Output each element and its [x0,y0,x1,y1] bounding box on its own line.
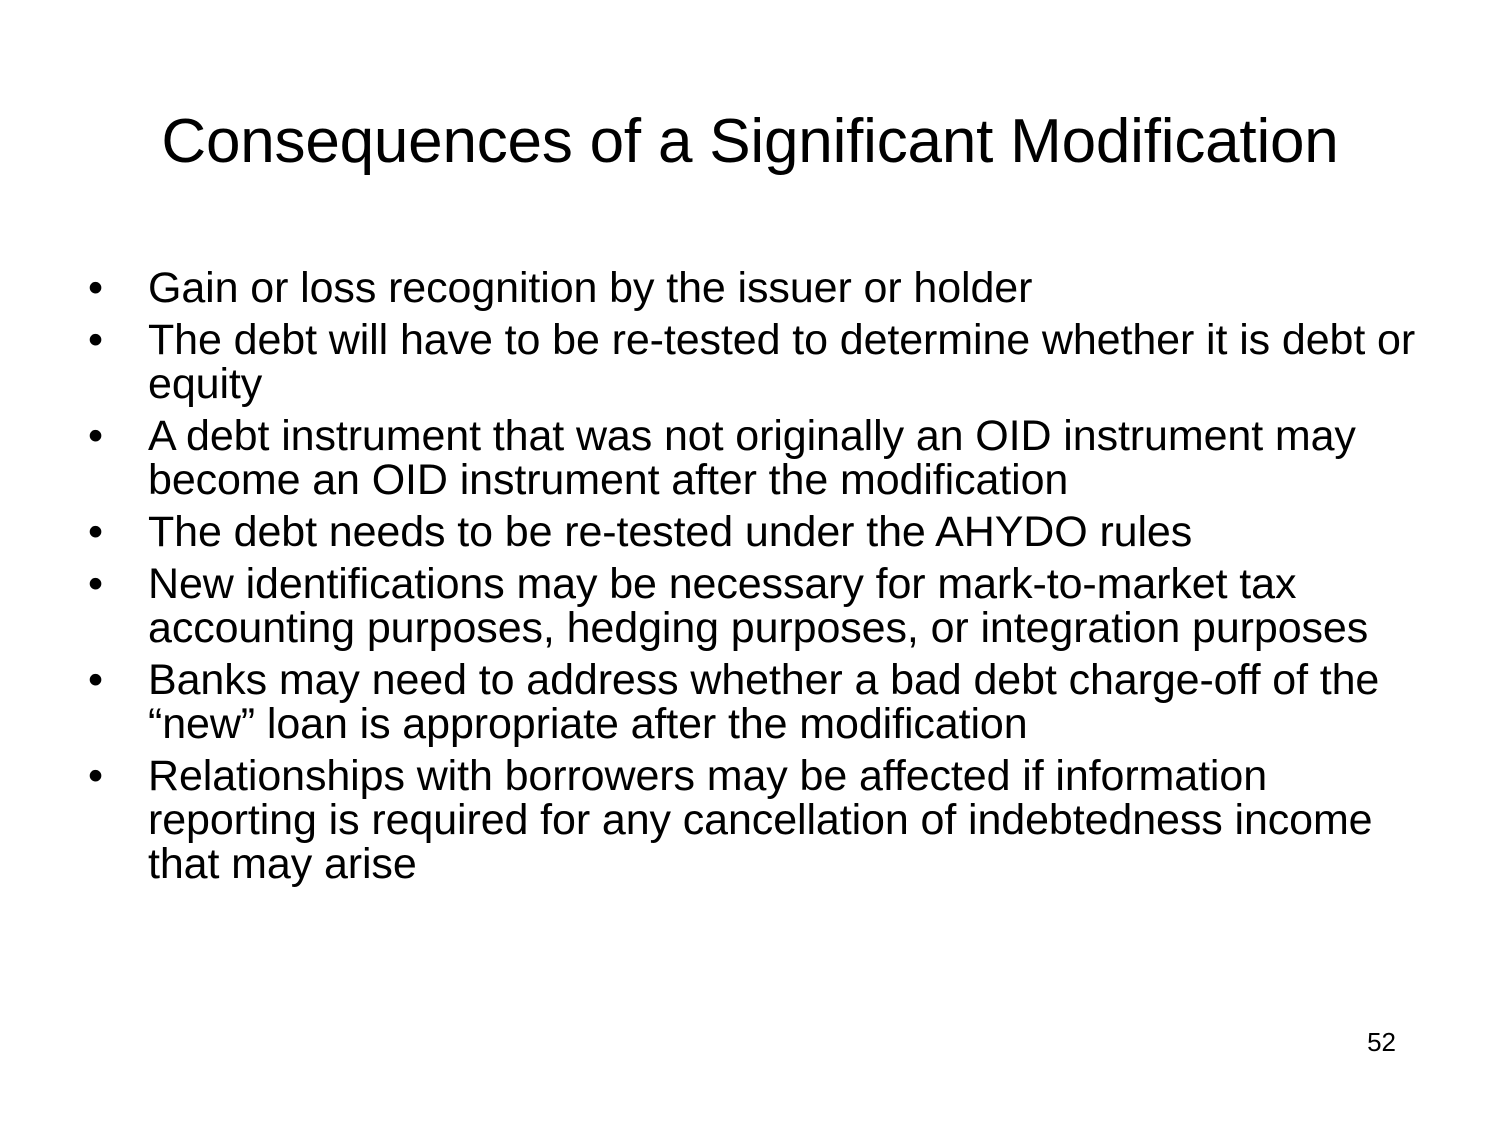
bullet-text: The debt will have to be re-tested to determine whether it is debt or equity [148,316,1416,408]
bullet-item [88,266,1428,310]
bullet-icon: • [88,316,103,364]
bullet-item [88,754,1428,886]
bullet-item [88,510,1428,554]
bullet-text: Gain or loss recognition by the issuer or holder [148,264,1033,312]
page-number: 52 [1367,1027,1396,1057]
bullet-item [88,318,1428,406]
bullet-icon: • [88,656,103,704]
bullet-icon: • [88,412,103,460]
bullet-icon: • [88,752,103,800]
bullet-icon: • [88,560,103,608]
bullet-text: Banks may need to address whether a bad debt charge-off of the “new” loan is appropriate after the modification [148,656,1380,748]
bullet-text: New identifications may be necessary for mark-to-market tax accounting purposes, hedging purposes, or integration purposes [148,560,1369,652]
bullet-text: A debt instrument that was not originally an OID instrument may become an OID instrument after the modification [148,412,1356,504]
slide-title: Consequences of a Significant Modification [161,107,1339,176]
bullet-text: Relationships with borrowers may be affected if information reporting is required for any cancellation of indebtedness income that may arise [148,752,1373,888]
bullet-list [88,266,1428,894]
bullet-item [88,414,1428,502]
bullet-icon: • [88,508,103,556]
bullet-icon: • [88,264,103,312]
bullet-text: The debt needs to be re-tested under the AHYDO rules [148,508,1193,556]
bullet-item [88,562,1428,650]
bullet-item [88,658,1428,746]
